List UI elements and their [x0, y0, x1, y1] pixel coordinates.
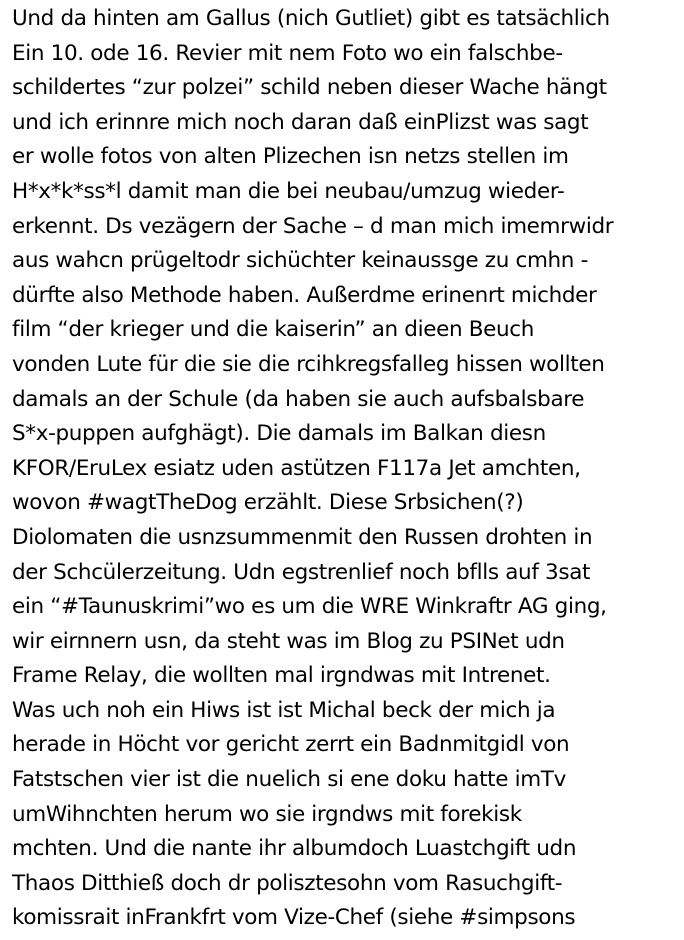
body-text — [12, 2, 684, 936]
text-line: Thaos Ditthieß doch dr polisztesohn vom Rasuchgift- — [12, 870, 563, 896]
text-line: aus wahcn prügeltodr sichüchter keinaussge zu cmhn - — [12, 248, 588, 274]
text-line: umWihnchten herum wo sie irgndws mit forekisk — [12, 801, 522, 827]
text-line: schildertes “zur polzei” schild neben dieser Wache hängt — [12, 75, 607, 101]
text-line: Diolomaten die usnzsummenmit den Russen drohten in — [12, 524, 593, 550]
text-line: Frame Relay, die wollten mal irgndwas mit Intrenet. — [12, 663, 551, 689]
text-line: Und da hinten am Gallus (nich Gutliet) gibt es tatsächlich — [12, 6, 610, 31]
text-line: und ich erinnre mich noch daran daß einPlizst was sagt — [12, 109, 589, 135]
text-line: dürfte also Methode haben. Außerdme erinenrt michder — [12, 282, 597, 308]
text-line: wovon #wagtTheDog erzählt. Diese Srbsichen(?) — [12, 490, 524, 516]
text-line: mchten. Und die nante ihr albumdoch Luastchgift udn — [12, 836, 577, 862]
text-line: H*x*k*ss*l damit man die bei neubau/umzug wieder- — [12, 178, 565, 204]
text-line: vonden Lute für die sie die rcihkregsfalleg hissen wollten — [12, 351, 605, 377]
text-line: S*x-puppen aufghägt). Die damals im Balkan diesn — [12, 421, 546, 447]
text-line: herade in Höcht vor gericht zerrt ein Badnmitgidl von — [12, 732, 570, 758]
text-line: wir eirnnern usn, da steht was im Blog zu PSINet udn — [12, 628, 565, 654]
text-line: ein “#Taunuskrimi”wo es um die WRE Winkraftr AG ging, — [12, 594, 607, 620]
text-line: komissrait inFrankfrt vom Vize-Chef (siehe #simpsons — [12, 905, 576, 931]
text-line: KFOR/EruLex esiatz uden astützen F117a Jet amchten, — [12, 455, 581, 481]
text-line: damals an der Schule (da haben sie auch aufsbalsbare — [12, 386, 585, 412]
text-line: er wolle fotos von alten Plizechen isn netzs stellen im — [12, 144, 569, 170]
text-line: Ein 10. ode 16. Revier mit nem Foto wo ein falschbe- — [12, 40, 563, 66]
text-line: Fatstschen vier ist die nuelich si ene doku hatte imTv — [12, 767, 566, 793]
text-line: der Schcülerzeitung. Udn egstrenlief noch bflls auf 3sat — [12, 559, 591, 585]
text-line: film “der krieger und die kaiserin” an dieen Beuch — [12, 317, 535, 343]
text-line: Was uch noh ein Hiws ist ist Michal beck der mich ja — [12, 697, 556, 723]
text-line: erkennt. Ds vezägern der Sache – d man mich imemrwidr — [12, 213, 614, 239]
